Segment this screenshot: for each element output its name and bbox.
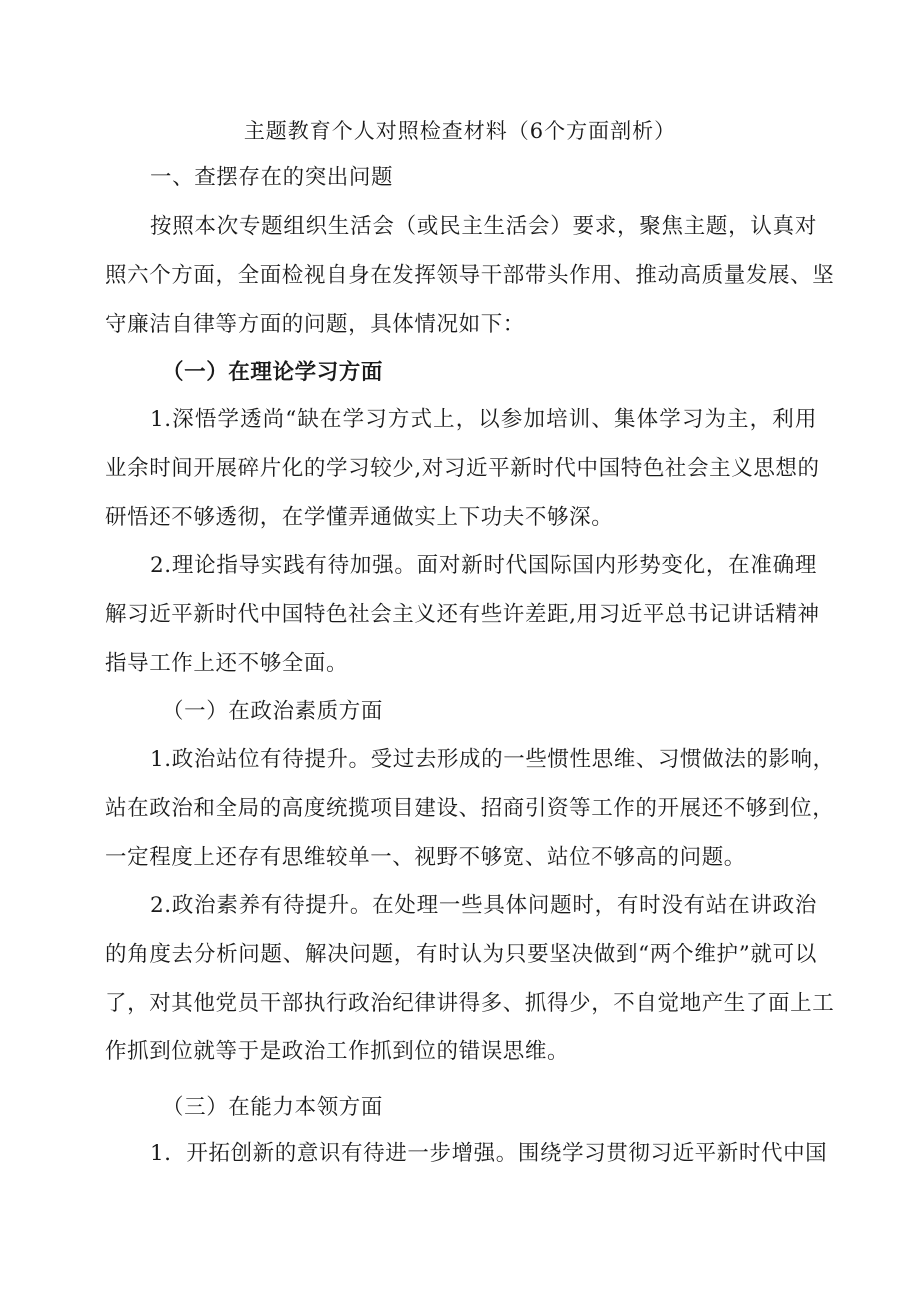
theory-item-2-line-2: 解习近平新时代中国特色社会主义还有些许差距,用习近平总书记讲话精神 [105, 602, 820, 627]
intro-line-3: 守廉洁自律等方面的问题，具体情况如下： [105, 312, 525, 337]
political-item-1-line-2: 站在政治和全局的高度统揽项目建设、招商引资等工作的开展还不够到位， [105, 796, 835, 821]
section-heading-problems: 一、查摆存在的突出问题 [150, 165, 394, 190]
subsection-heading-theory: （一）在理论学习方面 [162, 360, 384, 385]
political-item-2-line-1: 2.政治素养有待提升。在处理一些具体问题时，有时没有站在讲政治 [150, 893, 817, 918]
political-item-2-line-2: 的角度去分析问题、解决问题，有时认为只要坚决做到“两个维护”就可以 [105, 942, 817, 967]
subsection-heading-political: （一）在政治素质方面 [162, 699, 384, 724]
intro-line-1: 按照本次专题组织生活会（或民主生活会）要求，聚焦主题，认真对 [150, 214, 817, 239]
document-title: 主题教育个人对照检查材料（6个方面剖析） [243, 119, 677, 143]
subsection-heading-ability: （三）在能力本领方面 [162, 1095, 384, 1120]
intro-line-2: 照六个方面，全面检视自身在发挥领导干部带头作用、推动高质量发展、坚 [105, 263, 835, 288]
political-item-1-line-1: 1.政治站位有待提升。受过去形成的一些惯性思维、习惯做法的影响， [150, 747, 835, 772]
political-item-1-line-3: 一定程度上还存有思维较单一、视野不够宽、站位不够高的问题。 [105, 845, 746, 870]
theory-item-2-line-3: 指导工作上还不够全面。 [105, 651, 349, 676]
theory-item-2-line-1: 2.理论指导实践有待加强。面对新时代国际国内形势变化，在准确理 [150, 553, 817, 578]
theory-item-1-line-2: 业余时间开展碎片化的学习较少,对习近平新时代中国特色社会主义思想的 [105, 456, 820, 481]
political-item-2-line-4: 作抓到位就等于是政治工作抓到位的错误思维。 [105, 1039, 570, 1064]
ability-item-1-line-1: 1．开拓创新的意识有待进一步增强。围绕学习贯彻习近平新时代中国 [150, 1141, 828, 1166]
theory-item-1-line-1: 1.深悟学透尚“缺在学习方式上，以参加培训、集体学习为主，利用 [150, 407, 817, 432]
theory-item-1-line-3: 研悟还不够透彻，在学懂弄通做实上下功夫不够深。 [105, 505, 614, 530]
political-item-2-line-3: 了，对其他党员干部执行政治纪律讲得多、抓得少，不自觉地产生了面上工 [105, 991, 835, 1016]
